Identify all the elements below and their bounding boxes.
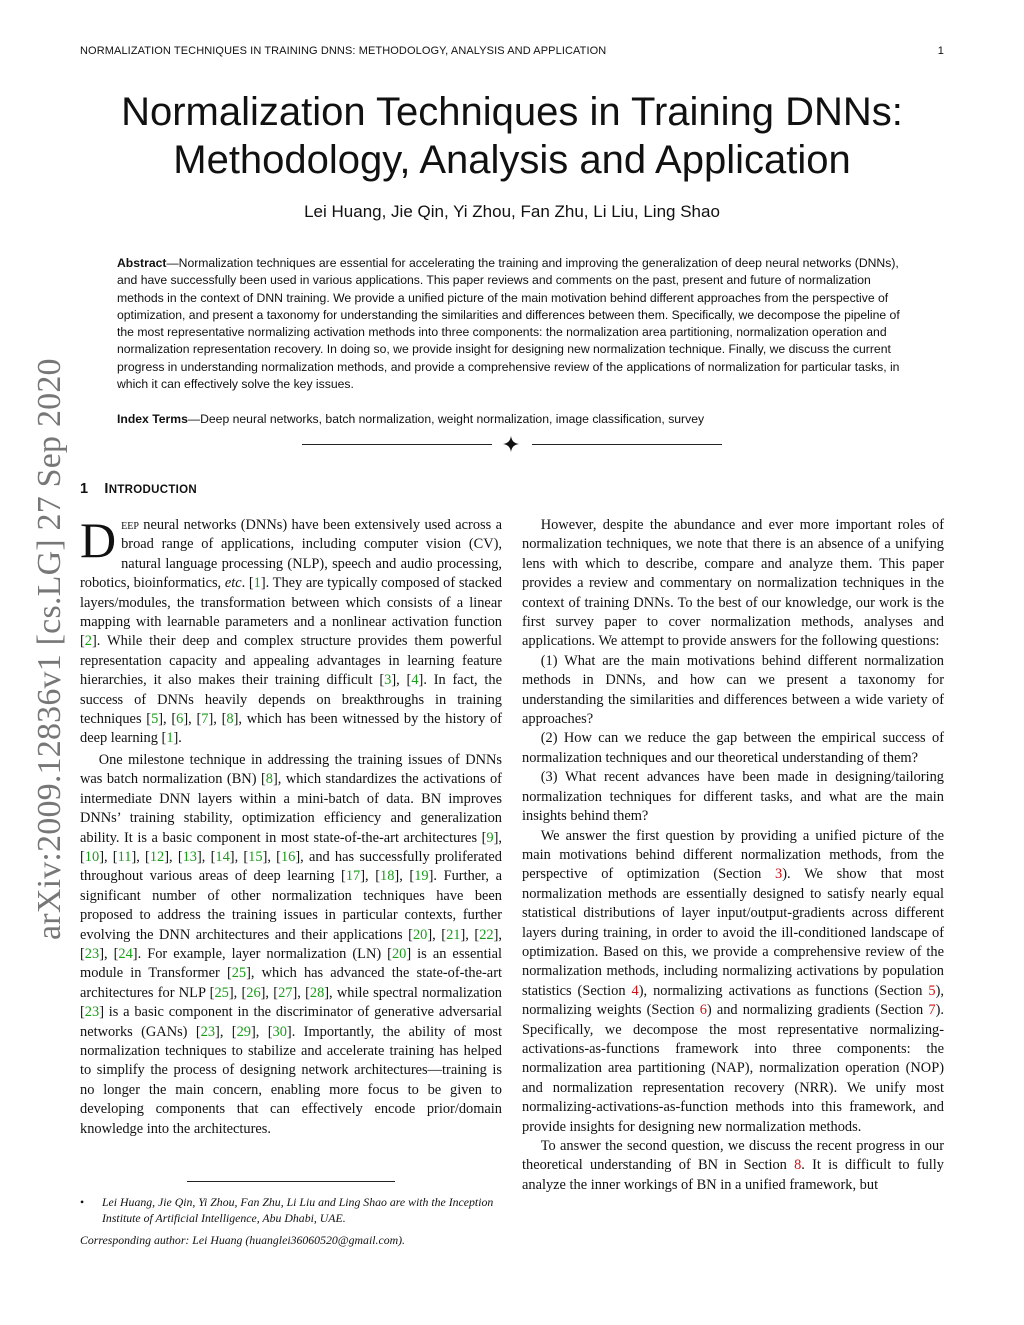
citation-link[interactable]: 11 [117,848,132,865]
question-3: (3) What recent advances have been made in designing/tailoring normalization techniques for different tasks, and what are the main insights behind them? [522,769,944,825]
citation-link[interactable]: 15 [248,848,263,865]
citation-link[interactable]: 25 [214,984,229,1001]
section-number: 1 [80,481,89,497]
page-number: 1 [937,45,944,57]
text-run: ], [ [131,848,150,865]
intro-paragraph-4 [522,827,944,1138]
text-run: ), normalizing activations as functions (Section [638,982,929,999]
separator-rule-left [302,444,492,445]
drop-cap: D [80,512,117,568]
citation-link[interactable]: 16 [280,848,296,865]
small-caps-word: eep [121,518,139,533]
text-run: We answer the first question by providing a unified picture of the main motivations behind different normalization methods, from the perspective of optimization (Section [522,827,944,883]
section-reference-link[interactable]: 3 [775,866,783,883]
text-run: ], [ [250,1023,273,1040]
text-run: neural networks (DNNs) have been extensively used across a broad range of applications, including computer vision (CV), natural language processing (NLP), speech and audio processing, robotics, bioinformatics, [80,517,502,592]
section-title-initial: I [104,481,109,497]
text-run: ], [ [164,848,183,865]
text-run: ], [ [228,984,247,1001]
citation-link[interactable]: 1 [253,575,261,592]
text-run: ], [ [260,984,279,1001]
citation-link[interactable]: 23 [200,1023,216,1040]
intro-paragraph-2 [80,751,502,1139]
section-reference-link[interactable]: 6 [699,1002,707,1019]
paper-title [80,88,944,184]
text-run: ], [ [292,984,310,1001]
citation-link[interactable]: 29 [236,1023,251,1040]
citation-link[interactable]: 28 [309,984,325,1001]
citation-link[interactable]: 27 [278,984,293,1001]
text-run: ). We show that most normalization methods are essentially designed to satisfy nearly equal statistical distributions of layer input/output-gradients across different layers during training, in order to avoid the ill-conditioned landscape of optimization. Based on this, we provide a comprehensive review of the normalization methods, including normalizing activations by population statistics (Section [522,866,944,999]
text-run: ], [ [360,868,381,885]
text-run: ], [ [394,868,415,885]
arxiv-identifier-stamp: arXiv:2009.12836v1 [cs.LG] 27 Sep 2020 [31,358,68,940]
section-heading [80,481,197,497]
text-run: ], [ [427,926,447,943]
citation-link[interactable]: 20 [412,926,428,943]
citation-link[interactable]: 13 [182,848,197,865]
question-2: (2) How can we reduce the gap between the empirical success of normalization techniques and our theoretical understanding of them? [522,730,944,766]
intro-paragraph-1 [80,512,502,749]
text-run: ], which has advanced the state-of-the-art architectures for NLP [ [80,965,502,1001]
title-line-2: Methodology, Analysis and Application [173,138,851,182]
citation-link[interactable]: 10 [84,848,100,865]
citation-link[interactable]: 25 [231,965,247,982]
citation-link[interactable]: 24 [118,945,133,962]
citation-link[interactable]: 1 [166,730,174,747]
footnote-rule [187,1181,395,1182]
footnote-text: Lei Huang, Jie Qin, Yi Zhou, Fan Zhu, Li Liu and Ling Shao are with the Inception Institute of Artificial Intelligence, Abu Dhabi, UAE. [102,1195,494,1225]
section-reference-link[interactable]: 8 [794,1157,802,1174]
author-list: Lei Huang, Jie Qin, Yi Zhou, Fan Zhu, Li Liu, Ling Shao [304,202,720,221]
section-reference-link[interactable]: 7 [928,1002,936,1019]
text-run: ], and has successfully proliferated throughout various areas of deep learning [ [80,848,502,885]
text-run: ]. Further, a significant number of other normalization techniques have been proposed to address the training issues in particular contexts, further evolving the DNN architectures and their applications [ [80,868,502,943]
text-run: ], [ [391,672,412,689]
running-title: NORMALIZATION TECHNIQUES IN TRAINING DNNS: METHODOLOGY, ANALYSIS AND APPLICATION [80,45,607,57]
running-header [80,45,944,61]
separator-diamond-icon [503,436,519,452]
index-terms-text: —Deep neural networks, batch normalization, weight normalization, image classification, survey [187,412,705,426]
text-run: ], [ [215,1023,237,1040]
citation-link[interactable]: 17 [345,868,361,885]
text-run: ]. They are typically composed of stacked layers/modules, the transformation between which consists of a linear mapping with learnable parameters and a nonlinear activation function [ [80,575,502,650]
text-run: ]. While their deep and complex structure provides them powerful representation capacity and appealing advantages in learning feature hierarchies, it also makes their training difficult [ [80,633,502,689]
corresponding-author-note: Corresponding author: Lei Huang (huanglei36060520@gmail.com). [80,1233,405,1247]
index-terms [117,411,912,428]
section-reference-link[interactable]: 5 [928,982,936,999]
separator-rule-right [532,444,722,445]
text-run: ] is a basic component in the discriminator of generative adversarial networks (GANs) [ [80,1004,502,1040]
intro-paragraph-5 [522,1137,944,1195]
text-run: ], which has been witnessed by the history of deep learning [ [80,711,502,747]
text-run: ], [ [158,711,177,728]
citation-link[interactable]: 23 [84,945,100,962]
text-run: ], [ [80,926,502,962]
question-1: (1) What are the main motivations behind different normalization methods in DNNs, and how can we present a taxonomy for understanding the similarities and differences between a wide variety of approaches? [522,652,944,728]
citation-link[interactable]: 6 [176,711,184,728]
citation-link[interactable]: 26 [246,984,261,1001]
citation-link[interactable]: 23 [84,1004,100,1021]
citation-link[interactable]: 30 [272,1023,287,1040]
citation-link[interactable]: 18 [380,868,395,885]
citation-link[interactable]: 19 [414,868,429,885]
text-run: ], while spectral normalization [ [80,984,502,1021]
citation-link[interactable]: 12 [149,848,165,865]
text-run: ) and normalizing gradients (Section [706,1002,929,1019]
left-column [80,512,503,1139]
text-run: ], [ [197,848,216,865]
text-run: ]. In fact, the success of DNNs heavily depends on breakthroughs in training techniques [ [80,672,502,728]
citation-link[interactable]: 8 [265,771,273,788]
text-run: ], [ [183,711,202,728]
section-reference-link[interactable]: 4 [631,982,639,999]
footnote-bullet: • [80,1195,85,1209]
text-run: ], [ [99,945,119,962]
text-run: To answer the second question, we discuss the recent progress in our theoretical understanding of BN in Section [522,1138,944,1174]
text-run: . [ [241,575,254,592]
index-terms-label: Index Terms [117,412,188,426]
text-run: . It is difficult to fully analyze the inner workings of BN in a unified framework, but [522,1157,944,1193]
text-run: ). Specifically, we decompose the most representative normalizing-activations-as-functions framework into three components: the normalization area partitioning (NAP), normalization operation (NOP) and normalization representation recovery (NRR). We unify most normalizing-activations-as-function methods into this framework, and provide insights for designing new normalization methods. [522,1002,944,1135]
citation-link[interactable]: 20 [391,945,407,962]
text-run: ], [ [80,829,502,865]
text-run: ]. For example, layer normalization (LN) [ [132,945,392,962]
text-run: ] is an essential module in Transformer [ [80,945,502,982]
abstract-text: —Normalization techniques are essential for accelerating the training and improving the generalization of deep neural networks (DNNs), and have successfully been used in various applications. This paper reviews and comments on the past, present and future of normalization methods in the context of DNN training. We provide a unified picture of the main motivation behind different approaches from the perspective of optimization, and present a taxonomy for understanding the similarities and differences between them. Specifically, we decompose the pipeline of the most representative normalizing activation methods into three components: the normalization area partitioning, normalization operation and normalization representation recovery. In doing so, we provide insight for designing new normalization technique. Finally, we discuss the current progress in understanding normalization methods, and provide a comprehensive review of the applications of normalization for particular tasks, in which it can effectively solve the key issues. [117,256,900,392]
text-run: ], which standardizes the activations of intermediate DNN layers within a mini-batch of data. BN improves DNNs’ training stability, optimization efficiency and generalization ability. It is a basic component in most state-of-the-art architectures [ [80,771,502,846]
intro-paragraph-3: However, despite the abundance and ever more important roles of normalization techniques, we note that there is an absence of a unifying lens with which to describe, compare and analyze them. This paper provides a review and commentary on normalization techniques in the context of training DNNs. To the best of our knowledge, our work is the first survey paper to cover normalization methods, analyses and applications. We attempt to provide answers for the following questions: [522,517,944,650]
citation-link[interactable]: 14 [215,848,230,865]
text-run: ]. [173,730,182,747]
citation-link[interactable]: 4 [411,672,419,689]
citation-link[interactable]: 21 [446,926,461,943]
citation-link[interactable]: 9 [486,829,494,846]
text-run: ], [ [229,848,249,865]
citation-link[interactable]: 22 [479,926,494,943]
citation-link[interactable]: 7 [201,711,209,728]
text-run: ]. Importantly, the ability of most normalization techniques to stabilize and accelerate training has helped to simplify the process of designing network architectures—training is no longer the main concern, enabling more focus to be given to developing components that can effectively encode prior/domain knowledge into the architectures. [80,1023,503,1137]
text-run: ], [ [460,926,480,943]
title-line-1: Normalization Techniques in Training DNNs: [121,90,903,134]
abstract [117,255,912,393]
citation-link[interactable]: 8 [226,711,234,728]
section-title-rest: NTRODUCTION [108,484,197,496]
citation-link[interactable]: 3 [384,672,392,689]
text-run: ), normalizing weights (Section [522,982,944,1019]
text-run: ], [ [99,848,118,865]
right-column [522,516,944,1195]
citation-link[interactable]: 5 [151,711,159,728]
text-run: ], [ [208,711,227,728]
citation-link[interactable]: 2 [84,633,92,650]
abstract-label: Abstract [117,256,167,270]
text-run-italic: etc [224,575,242,592]
text-run: ], [ [262,848,281,865]
text-run: One milestone technique in addressing the training issues of DNNs was batch normalization (BN) [ [80,751,502,788]
